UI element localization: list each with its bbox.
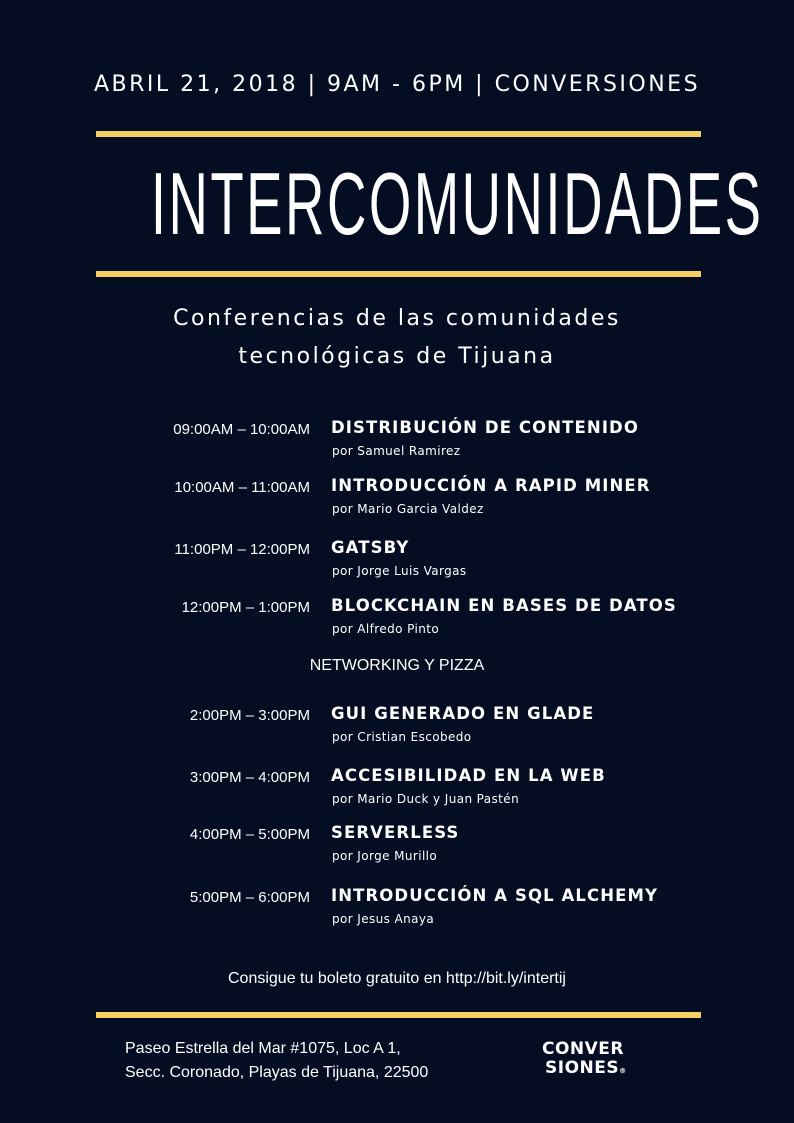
logo-line-1: CONVER xyxy=(542,1039,625,1059)
talk-title: ACCESIBILIDAD EN LA WEB xyxy=(331,766,606,785)
schedule-item xyxy=(0,887,794,937)
break-label: NETWORKING Y PIZZA xyxy=(309,657,485,674)
schedule-time: 2:00PM – 3:00PM xyxy=(189,707,310,724)
subtitle-line-2: tecnológicas de Tijuana xyxy=(238,344,556,369)
talk-speaker: por Jorge Luis Vargas xyxy=(332,564,467,578)
schedule-time: 12:00PM – 1:00PM xyxy=(181,599,310,616)
title-divider xyxy=(96,271,701,277)
talk-speaker: por Mario Garcia Valdez xyxy=(332,502,484,516)
top-divider xyxy=(96,131,701,137)
talk-speaker: por Jorge Murillo xyxy=(332,849,438,863)
logo-line-2-text: SIONES xyxy=(545,1058,620,1078)
schedule-item xyxy=(0,539,794,589)
schedule-item xyxy=(0,419,794,469)
schedule-time: 09:00AM – 10:00AM xyxy=(173,421,310,438)
talk-speaker: por Samuel Ramirez xyxy=(332,444,461,458)
talk-title: INTRODUCCIÓN A SQL ALCHEMY xyxy=(331,886,659,905)
address-line-1: Paseo Estrella del Mar #1075, Loc A 1, xyxy=(125,1040,401,1057)
event-date-header: ABRIL 21, 2018 | 9AM - 6PM | CONVERSIONES xyxy=(93,72,701,97)
venue-address xyxy=(125,1037,428,1085)
schedule-time: 4:00PM – 5:00PM xyxy=(189,826,310,843)
schedule-time: 11:00PM – 12:00PM xyxy=(174,541,310,558)
talk-title: INTRODUCCIÓN A RAPID MINER xyxy=(331,476,651,495)
logo-line-2 xyxy=(542,1059,627,1081)
talk-speaker: por Mario Duck y Juan Pastén xyxy=(332,792,520,806)
talk-title: BLOCKCHAIN EN BASES DE DATOS xyxy=(331,596,677,615)
schedule-item xyxy=(0,597,794,647)
event-title: INTERCOMUNIDADES xyxy=(150,154,764,253)
conversiones-logo xyxy=(542,1040,627,1081)
talk-speaker: por Jesus Anaya xyxy=(332,912,435,926)
talk-speaker: por Alfredo Pinto xyxy=(332,622,440,636)
talk-title: GUI GENERADO EN GLADE xyxy=(331,704,595,723)
subtitle-line-1: Conferencias de las comunidades xyxy=(173,306,621,331)
schedule-item xyxy=(0,767,794,817)
talk-title: DISTRIBUCIÓN DE CONTENIDO xyxy=(331,418,639,437)
schedule-item xyxy=(0,477,794,527)
address-line-2: Secc. Coronado, Playas de Tijuana, 22500 xyxy=(125,1064,429,1081)
schedule-item xyxy=(0,824,794,874)
registered-mark: ® xyxy=(619,1067,627,1075)
talk-speaker: por Cristian Escobedo xyxy=(332,730,472,744)
schedule-item xyxy=(0,705,794,755)
talk-title: GATSBY xyxy=(331,538,410,557)
ticket-info: Consigue tu boleto gratuito en http://bit.ly/intertij xyxy=(228,970,566,987)
talk-title: SERVERLESS xyxy=(331,823,460,842)
footer-divider xyxy=(96,1012,701,1018)
schedule-time: 3:00PM – 4:00PM xyxy=(189,769,310,786)
schedule-time: 5:00PM – 6:00PM xyxy=(189,889,310,906)
schedule-time: 10:00AM – 11:00AM xyxy=(174,479,310,496)
event-subtitle xyxy=(0,300,794,376)
